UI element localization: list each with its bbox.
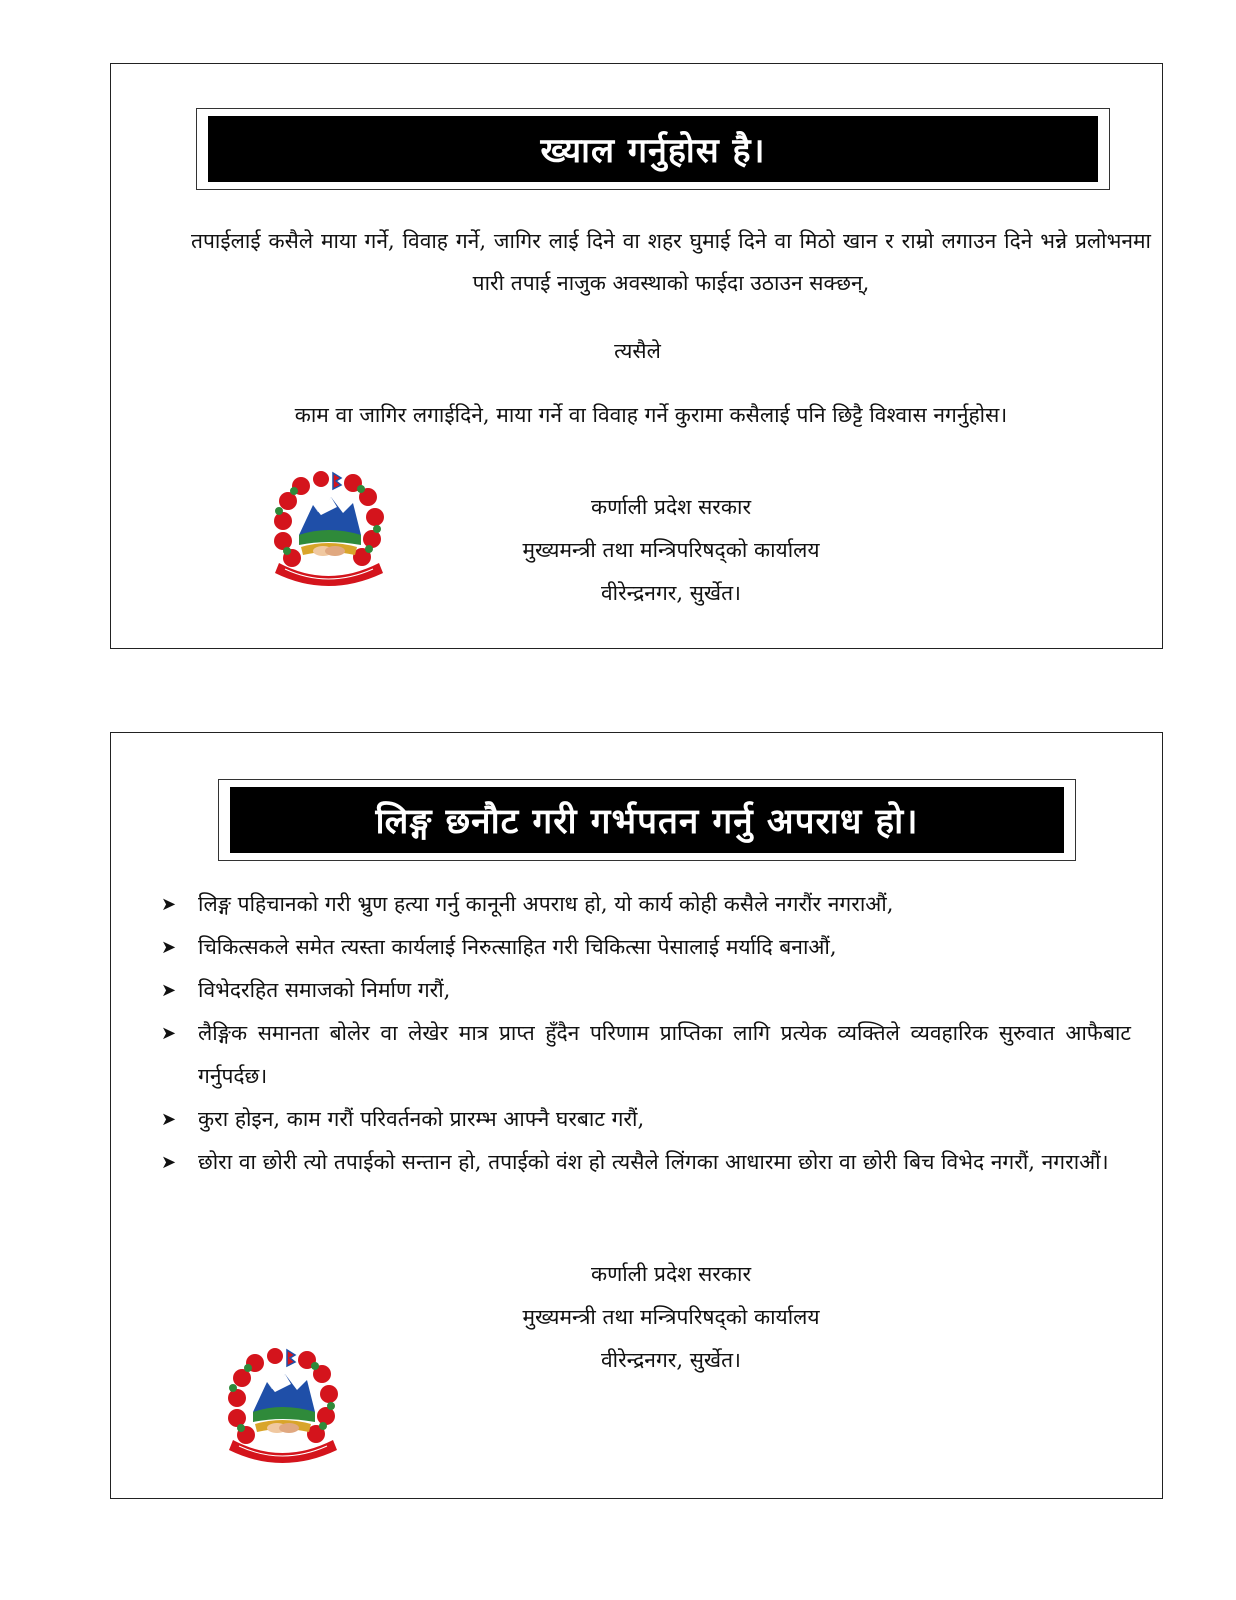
list-item: ➤ लिङ्ग पहिचानको गरी भ्रुण हत्या गर्नु कानूनी अपराध हो, यो कार्य कोही कसैले नगरौंर नगराऔं, bbox=[161, 883, 1131, 926]
notice-card-beware bbox=[110, 63, 1163, 649]
arrow-bullet-icon: ➤ bbox=[161, 894, 177, 915]
issuer-block bbox=[431, 1253, 911, 1382]
notice-title: ख्याल गर्नुहोस है। bbox=[208, 116, 1098, 182]
arrow-bullet-icon: ➤ bbox=[161, 1023, 177, 1044]
title-banner bbox=[196, 108, 1110, 190]
issuer-government: कर्णाली प्रदेश सरकार bbox=[590, 1262, 752, 1286]
emblem-graphic bbox=[228, 1348, 338, 1463]
list-item: ➤ चिकित्सकले समेत त्यस्ता कार्यलाई निरुत्साहित गरी चिकित्सा पेसालाई मर्यादि बनाऔं, bbox=[161, 926, 1131, 969]
list-item: ➤ कुरा होइन, काम गरौं परिवर्तनको प्रारम्भ आफ्नै घरबाट गरौं, bbox=[161, 1098, 1131, 1141]
arrow-bullet-icon: ➤ bbox=[161, 980, 177, 1001]
advice-paragraph: काम वा जागिर लगाईदिने, माया गर्ने वा विवाह गर्ने कुरामा कसैलाई पनि छिट्टै विश्वास नगर्नुहोस। bbox=[294, 403, 1008, 427]
arrow-bullet-icon: ➤ bbox=[161, 1109, 177, 1130]
therefore-text: त्यसैले bbox=[614, 339, 661, 363]
intro-paragraph: तपाईलाई कसैले माया गर्ने, विवाह गर्ने, जागिर लाई दिने वा शहर घुमाई दिने वा मिठो खान र राम्रो लगाउन दिने भन्ने प्रलोभनमा पारी तपाई नाजुक अवस्थाको फाईदा उठाउन सक्छन्, bbox=[191, 229, 1151, 295]
issuer-office: मुख्यमन्त्री तथा मन्त्रिपरिषद्को कार्यालय bbox=[522, 1305, 820, 1329]
bullet-list bbox=[161, 883, 1131, 1184]
emblem-graphic bbox=[274, 471, 384, 586]
list-item: ➤ लैङ्गिक समानता बोलेर वा लेखेर मात्र प्राप्त हुँदैन परिणाम प्राप्तिका लागि प्रत्येक व्यक्तिले व्यवहारिक सुरुवात आफैबाट गर्नुपर्दछ। bbox=[161, 1012, 1131, 1098]
nepal-emblem-icon bbox=[215, 1346, 350, 1476]
title-banner bbox=[218, 779, 1076, 861]
issuer-block bbox=[431, 486, 911, 615]
issuer-office: मुख्यमन्त्री तथा मन्त्रिपरिषद्को कार्यालय bbox=[522, 538, 820, 562]
notice-title: लिङ्ग छनौट गरी गर्भपतन गर्नु अपराध हो। bbox=[230, 787, 1064, 853]
issuer-government: कर्णाली प्रदेश सरकार bbox=[590, 495, 752, 519]
list-item: ➤ विभेदरहित समाजको निर्माण गरौं, bbox=[161, 969, 1131, 1012]
arrow-bullet-icon: ➤ bbox=[161, 1152, 177, 1173]
nepal-emblem-icon bbox=[261, 469, 396, 599]
arrow-bullet-icon: ➤ bbox=[161, 937, 177, 958]
issuer-address: वीरेन्द्रनगर, सुर्खेत। bbox=[600, 1348, 742, 1372]
notice-card-sex-selection bbox=[110, 732, 1163, 1499]
issuer-address: वीरेन्द्रनगर, सुर्खेत। bbox=[600, 581, 742, 605]
list-item: ➤ छोरा वा छोरी त्यो तपाईको सन्तान हो, तपाईको वंश हो त्यसैले लिंगका आधारमा छोरा वा छोरी बिच विभेद नगरौं, नगराऔं। bbox=[161, 1141, 1131, 1184]
